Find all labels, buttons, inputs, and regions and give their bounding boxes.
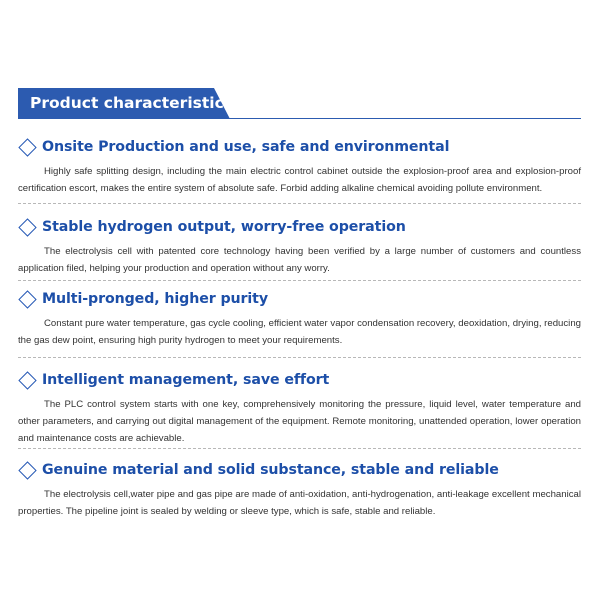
diamond-bullet-icon <box>18 218 36 236</box>
diamond-bullet-icon <box>18 138 36 156</box>
dashed-divider <box>18 203 581 204</box>
dashed-divider <box>18 280 581 281</box>
section-description: The PLC control system starts with one key, comprehensively monitoring the pressure, liquid level, water temperature and other parameters, and carrying out digital management of the equipment. Remote monitoring, unattended operation, lower operation and maintenance costs are achievable. <box>18 399 581 444</box>
section-heading <box>18 370 581 390</box>
diamond-bullet-icon <box>18 461 36 479</box>
section-description: The electrolysis cell with patented core technology having been verified by a large number of customers and countless application filed, helping your production and operation without any worry. <box>18 246 581 274</box>
feature-section-intelligent-management <box>18 370 581 447</box>
dashed-divider <box>18 357 581 358</box>
section-description: Highly safe splitting design, including the main electric control cabinet outside the explosion-proof area and explosion-proof certification escort, makes the entire system of absolute safe. Forbid adding alkaline chemical avoiding pollute environment. <box>18 166 581 194</box>
section-title: Intelligent management, save effort <box>42 372 330 388</box>
section-title: Genuine material and solid substance, stable and reliable <box>42 462 499 478</box>
section-header-banner <box>18 88 233 119</box>
section-heading <box>18 137 581 157</box>
feature-section-stable-hydrogen <box>18 217 581 277</box>
section-heading <box>18 217 581 237</box>
page-title: Product characteristics <box>30 94 233 112</box>
diamond-bullet-icon <box>18 290 36 308</box>
section-description: Constant pure water temperature, gas cycle cooling, efficient water vapor condensation recovery, deoxidation, drying, reducing the gas dew point, ensuring high purity hydrogen to meet your requirements. <box>18 318 581 346</box>
feature-section-onsite-production <box>18 137 581 197</box>
section-heading <box>18 460 581 480</box>
feature-section-genuine-material <box>18 460 581 520</box>
section-title: Stable hydrogen output, worry-free operation <box>42 219 406 235</box>
section-heading <box>18 289 581 309</box>
section-description: The electrolysis cell,water pipe and gas pipe are made of anti-oxidation, anti-hydrogenation, anti-leakage excellent mechanical properties. The pipeline joint is sealed by welding or sleeve type, which is safe, stable and reliable. <box>18 489 581 517</box>
dashed-divider <box>18 448 581 449</box>
feature-section-higher-purity <box>18 289 581 349</box>
section-title: Multi-pronged, higher purity <box>42 291 269 307</box>
diamond-bullet-icon <box>18 371 36 389</box>
header-underline <box>18 118 581 119</box>
section-title: Onsite Production and use, safe and environmental <box>42 139 450 155</box>
